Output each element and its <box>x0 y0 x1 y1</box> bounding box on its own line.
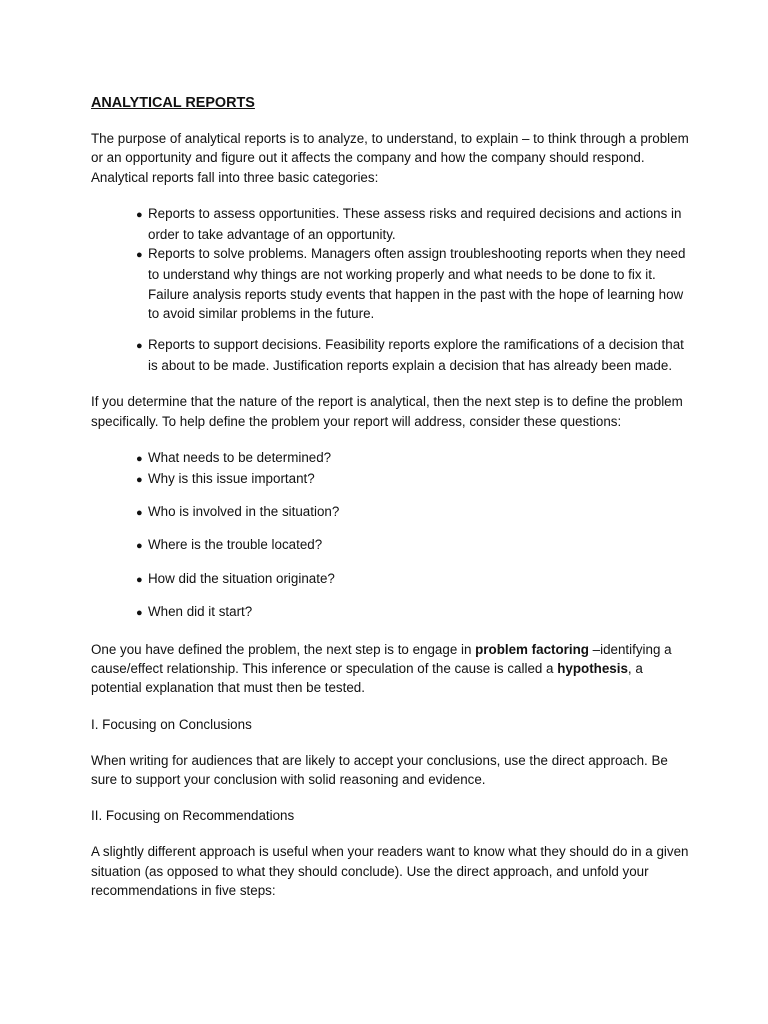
question-item: ● Why is this issue important? <box>91 469 691 490</box>
bullet-icon: ● <box>136 452 143 465</box>
section-heading-conclusions: I. Focusing on Conclusions <box>91 716 252 732</box>
intro-paragraph: The purpose of analytical reports is to analyze, to understand, to explain – to think through a problem or an opportunity and figure out it affects the company and how the company should respond. Analytical reports fall into three basic categories: <box>91 131 689 185</box>
bullet-icon: ● <box>136 340 143 353</box>
questions-list <box>91 448 691 623</box>
define-paragraph: If you determine that the nature of the report is analytical, then the next step is to define the problem specifically. To help define the problem your report will address, consider these questions: <box>91 394 683 429</box>
bullet-icon: ● <box>136 540 143 553</box>
question-item: ● How did the situation originate? <box>91 569 691 590</box>
bullet-icon: ● <box>136 507 143 520</box>
document-title: ANALYTICAL REPORTS <box>91 95 255 111</box>
question-item: ● Who is involved in the situation? <box>91 502 691 523</box>
recommendations-paragraph: A slightly different approach is useful when your readers want to know what they should do in a given situation (as opposed to what they should conclude). Use the direct approach, and unfold your recommendations in five steps: <box>91 844 689 898</box>
category-item: ● Reports to solve problems. Managers often assign troubleshooting reports when they need to understand why things are not working properly and what needs to be done to fix it. Failure analysis reports study events that happen in the past with the hope of learning how to avoid similar problems in the future. <box>136 246 686 321</box>
bullet-icon: ● <box>136 208 143 221</box>
bullet-icon: ● <box>136 606 143 619</box>
category-item: ● Reports to support decisions. Feasibility reports explore the ramifications of a decision that is about to be made. Justification reports explain a decision that has already been made. <box>136 337 684 374</box>
bullet-icon: ● <box>136 573 143 586</box>
question-item: ● What needs to be determined? <box>91 448 691 469</box>
term-hypothesis: hypothesis <box>557 661 628 677</box>
bullet-icon: ● <box>136 474 143 487</box>
factoring-paragraph: One you have defined the problem, the next step is to engage in problem factoring –identifying a cause/effect relationship. This inference or speculation of the cause is called a hypothesis, a potential explanation that must then be tested. <box>91 642 672 696</box>
categories-list <box>91 204 691 376</box>
bullet-icon: ● <box>136 249 143 262</box>
category-item: ● Reports to assess opportunities. These assess risks and required decisions and actions in order to take advantage of an opportunity. <box>136 205 682 243</box>
term-problem-factoring: problem factoring <box>475 642 589 658</box>
question-item: ● Where is the trouble located? <box>91 535 691 556</box>
document-page <box>91 94 691 917</box>
conclusions-paragraph: When writing for audiences that are likely to accept your conclusions, use the direct approach. Be sure to support your conclusion with solid reasoning and evidence. <box>91 752 668 788</box>
question-item: ● When did it start? <box>91 602 691 623</box>
section-heading-recommendations: II. Focusing on Recommendations <box>91 808 295 824</box>
